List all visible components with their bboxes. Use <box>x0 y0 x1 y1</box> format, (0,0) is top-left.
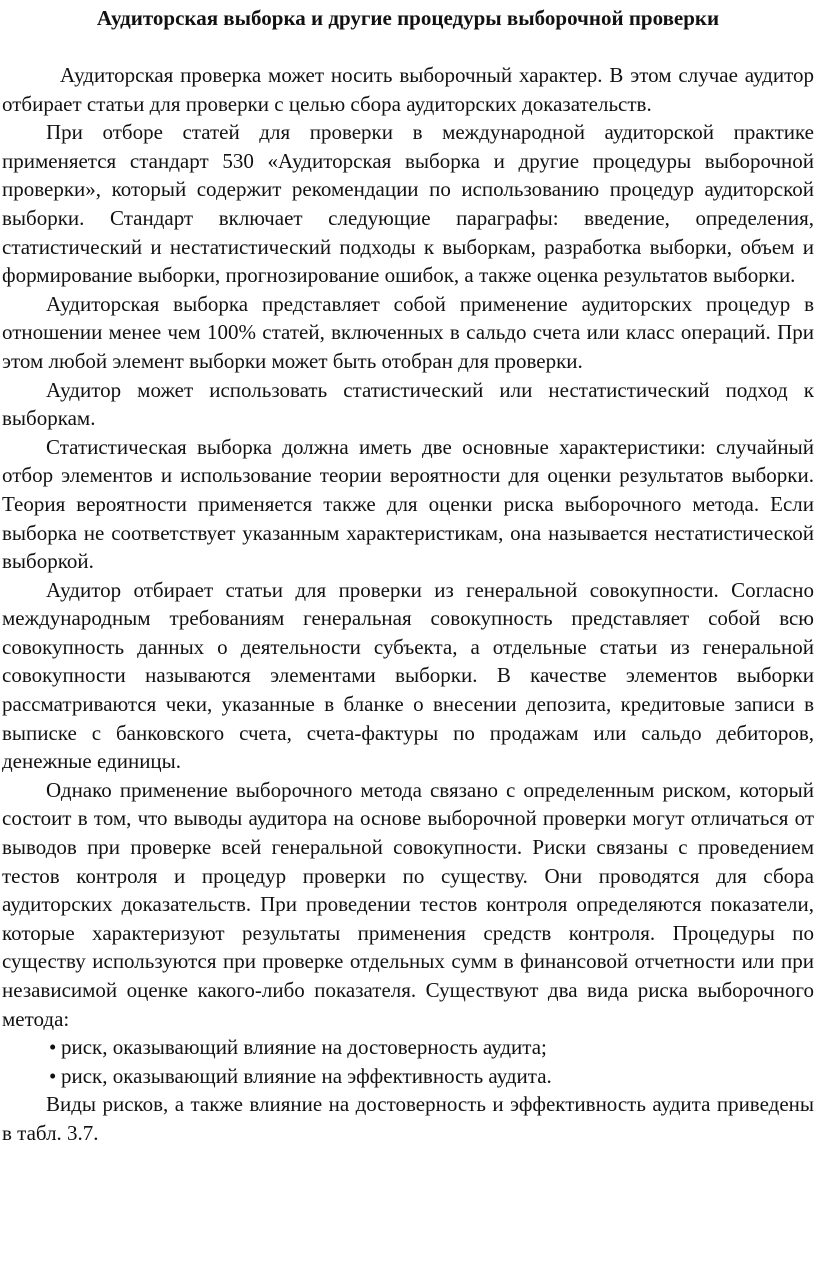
paragraph-sampling-risk: Однако применение выборочного метода связано с определенным риском, который состоит в том, что выводы аудитора на основе выборочной проверки могут отличаться от выводов при проверке всей генеральной совокупности. Риски связаны с проведением тестов контроля и процедур проверки по существу. Они проводятся для сбора аудиторских доказательств. При проведении тестов контроля определяются показатели, которые характеризуют результаты применения средств контроля. Процедуры по существу используются при проверке отдельных сумм в финансовой отчетности или при независимой оценке какого-либо показателя. Существуют два вида риска выборочного метода: <box>2 777 814 1031</box>
paragraph-standard-530: При отборе статей для проверки в международной аудиторской практике применяется стандарт 530 «Аудиторская выборка и другие процедуры выборочной проверки», который содержит рекомендации по использованию процедур аудиторской выборки. Стандарт включает следующие параграфы: введение, определения, статистический и нестатистический подходы к выборкам, разработка выборки, объем и формирование выборки, прогнозирование ошибок, а также оценка результатов выборки. <box>2 120 814 288</box>
list-item <box>2 1062 814 1091</box>
risk-types-list <box>2 1033 814 1090</box>
paragraph-sampling-intro: Аудиторская проверка может носить выборочный характер. В этом случае аудитор отбирает статьи для проверки с целью сбора аудиторских доказательств. <box>2 63 814 116</box>
paragraph-sampling-definition: Аудиторская выборка представляет собой применение аудиторских процедур в отношении менее чем 100% статей, включенных в сальдо счета или класс операций. При этом любой элемент выборки может быть отобран для проверки. <box>2 291 814 373</box>
paragraph-population: Аудитор отбирает статьи для проверки из генеральной совокупности. Согласно международным требованиям генеральная совокупность представляет собой всю совокупность данных о деятельности субъекта, а отдельные статьи из генеральной совокупности называются элементами выборки. В качестве элементов выборки рассматриваются чеки, указанные в бланке о внесении депозита, кредитовые записи в выписке с банковского счета, счета-фактуры по продажам или сальдо дебиторов, денежные единицы. <box>2 577 814 774</box>
list-item-text: риск, оказывающий влияние на эффективность аудита. <box>61 1063 552 1088</box>
list-item <box>2 1033 814 1062</box>
bullet-icon: • <box>49 1063 57 1088</box>
list-item-text: риск, оказывающий влияние на достоверность аудита; <box>61 1035 547 1060</box>
paragraph-statistical-sampling: Статистическая выборка должна иметь две основные характеристики: случайный отбор элементов и использование теории вероятности для оценки результатов выборки. Теория вероятности применяется также для оценки риска выборочного метода. Если выборка не соответствует указанным характеристикам, она называется нестатистической выборкой. <box>2 434 814 574</box>
paragraph-table-reference: Виды рисков, а также влияние на достоверность и эффективность аудита приведены в табл. 3.7. <box>2 1092 814 1145</box>
bullet-icon: • <box>49 1035 57 1060</box>
document-title: Аудиторская выборка и другие процедуры выборочной проверки <box>96 6 720 30</box>
paragraph-sampling-approaches: Аудитор может использовать статистический или нестатистический подход к выборкам. <box>2 377 814 431</box>
